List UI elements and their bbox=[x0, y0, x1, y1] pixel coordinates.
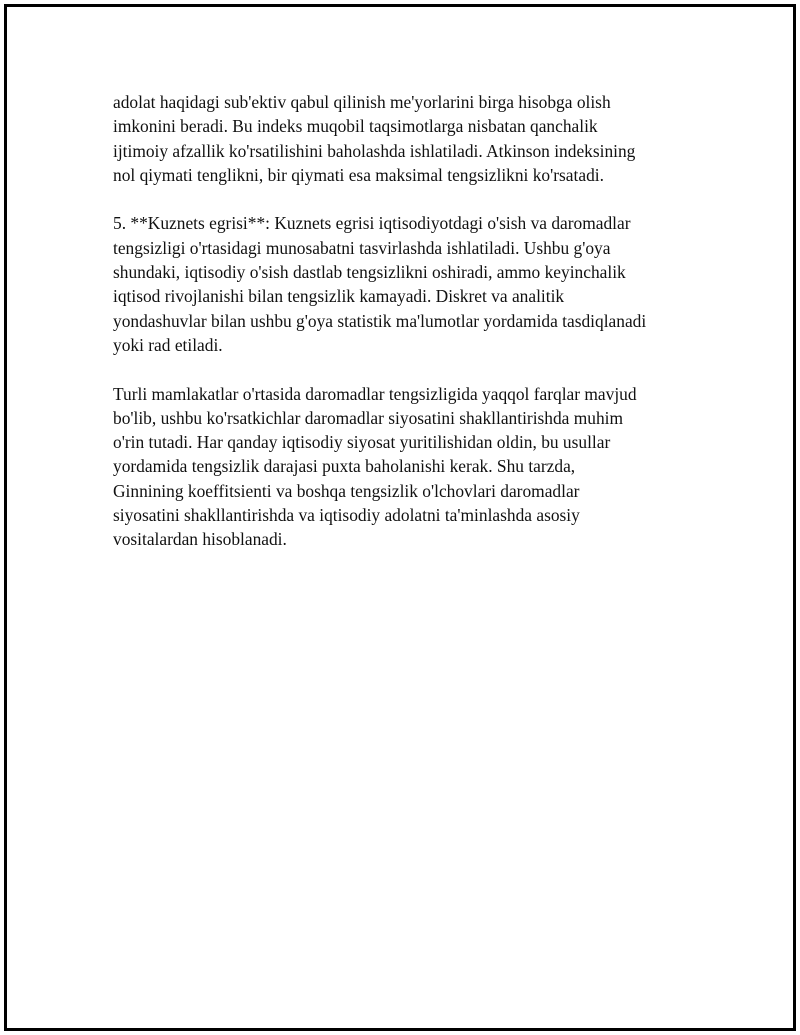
paragraph-conclusion: Turli mamlakatlar o'rtasida daromadlar tengsizligida yaqqol farqlar mavjud bo'lib, ushbu ko'rsatkichlar daromadlar siyosatini shakllantirishda muhim o'rin tutadi. Har qanday iqtisodiy siyosat yuritilishidan oldin, bu usullar yordamida tengsizlik darajasi puxta baholanishi kerak. Shu tarzda, Ginnining koeffitsienti va boshqa tengsizlik o'lchovlari daromadlar siyosatini shakllantirishda va iqtisodiy adolatni ta'minlashda asosiy vositalardan hisoblanadi. bbox=[113, 383, 637, 550]
paragraph-atkinson-index: adolat haqidagi sub'ektiv qabul qilinish me'yorlarini birga hisobga olish imkonini beradi. Bu indeks muqobil taqsimotlarga nisbatan qanchalik ijtimoiy afzallik ko'rsatilishini baholashda ishlatiladi. Atkinson indeksining nol qiymati tenglikni, bir qiymati esa maksimal tengsizlikni ko'rsatadi. bbox=[113, 92, 636, 185]
paragraph-kuznets-curve: 5. **Kuznets egrisi**: Kuznets egrisi iqtisodiyotdagi o'sish va daromadlar tengsizligi o'rtasidagi munosabatni tasvirlashda ishlatiladi. Ushbu g'oya shundaki, iqtisodiy o'sish dastlab tengsizlikni oshiradi, ammo keyinchalik iqtisod rivojlanishi bilan tengsizlik kamayadi. Diskret va analitik yondashuvlar bilan ushbu g'oya statistik ma'lumotlar yordamida tasdiqlanadi yoki rad etiladi. bbox=[113, 213, 647, 355]
page-content bbox=[113, 90, 713, 576]
